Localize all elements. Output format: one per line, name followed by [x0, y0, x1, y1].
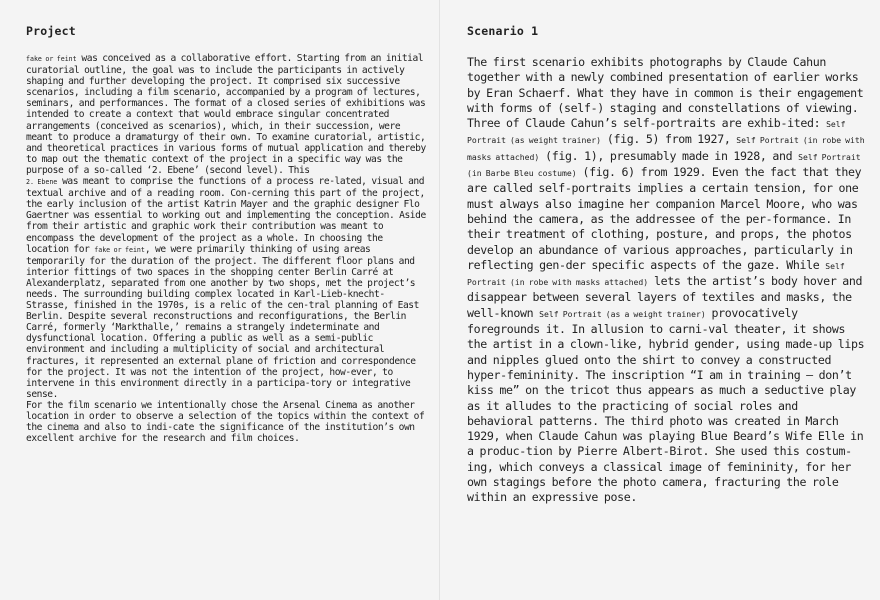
small-caps-title: 2. Ebene — [26, 178, 58, 187]
body-paragraph — [26, 53, 427, 176]
artwork-title: Self Portrait (as a weight trainer) — [539, 308, 706, 319]
right-page — [440, 0, 880, 600]
page-title: Scenario 1 — [467, 24, 539, 38]
text-run: , we were primarily thinking of using areas temporarily for the duration of the project. The different floor plans and interior fittings of two spaces in the shopping center Berlin Carré at Alexanderplatz, separated from one another by two shops, met the project’s needs. The surrounding building complex located in Karl-Lieb-knecht-Strasse, finished in the 1970s, is a relic of the cen-tral planning of East Berlin. Despite several reconstructions and reconfigurations, the Berlin Carré, formerly ‘Markthalle,’ remains a strangely indeterminate and dysfunctional location. Offering a public as well as a semi-public environment and including a multiplicity of social and architectural fractures, it represented an external plane of friction and correspondence for the project. It was not the intention of the project, how-ever, to intervene in this environment directly in a participa-tory or integrative sense. — [26, 243, 419, 400]
small-caps-title: fake or feint — [26, 55, 77, 63]
body-paragraph — [26, 176, 427, 400]
text-run: (fig. 5) from 1927, — [601, 132, 737, 147]
text-run: provocatively foregrounds it. In allusion to carni-val theater, it shows the artist in a clown-like, hybrid gender, using made-up lips and nipples glued onto the shirt to convey a constructed hyper-femininity. The inscription “I am in training — don’t kiss me” on the tricot thus appears as much a seductive play as it alludes to the practicing of social roles and behavioral patterns. The third photo was created in March 1929, when Claude Cahun was playing Blue Beard’s Wife Elle in a produc-tion by Pierre Albert-Birot. She used this costum-ing, which conveys a classical image of femininity, for her own stagings before the photo camera, fracturing the role within an expressive pose. — [467, 305, 865, 505]
artwork-title: Self Portrait (in robe with masks attached) — [467, 260, 845, 288]
text-run: was conceived as a collaborative effort. Starting from an initial curatorial outline, the goal was to include the participants in actively shaping and further developing the project. It comprised six successive scenarios, including a film scenario, accompanied by a program of lectures, seminars, and performances. The format of a closed series of exhibitions was intended to create a context that would embrace singular concentrated arrangements (conceived as scenarios), which, in their succession, were meant to produce a dramaturgy of their own. To examine curatorial, artistic, and theoretical practices in various forms of mutual application and thereby to map out the thematic context of the project in a specific way was the purpose of a so-called ‘2. Ebene’ (second level). This — [26, 53, 426, 176]
artwork-title: Self Portrait (in robe with masks attached) — [467, 135, 865, 162]
text-run: lets the artist’s body hover and disappear between several layers of textiles and masks, the well-known — [467, 274, 863, 320]
text-run: was meant to comprise the functions of a process re-lated, visual and textual archive and of a reading room. Con-cerning this part of the project, the early inclusion of the artist Katrin Mayer and the graphic designer Flo Gaertner was essential to working out and implementing the conception. Aside from their artistic and graphic work their contribution was meant to encompass the development of the project as a whole. In choosing the location for — [26, 176, 426, 255]
body-paragraph: For the film scenario we intentionally chose the Arsenal Cinema as another location in order to observe a selection of the topics within the context of the cinema and also to indi-cate the significance of the institution’s own excellent archive for the research and film choices. — [26, 399, 425, 445]
text-run: (fig. 1), presumably made in 1928, and — [539, 148, 799, 163]
left-page — [0, 0, 439, 600]
text-run: Three of Claude Cahun’s self-portraits are exhib-ited: — [467, 116, 827, 131]
body-paragraph — [467, 116, 866, 505]
artwork-title: Self Portrait (as weight trainer) — [467, 119, 846, 146]
body-paragraph: The first scenario exhibits photographs by Claude Cahun together with a newly combined presentation of earlier works by Eran Schaerf. What they have in common is their engagement with forms of (self-) staging and constellations of viewing. — [467, 55, 864, 115]
small-caps-title: fake or feint — [94, 245, 145, 254]
artwork-title: Self Portrait (in Barbe Bleu costume) — [467, 151, 861, 179]
text-run: (fig. 6) from 1929. Even the fact that they are called self-portraits implies a certain tension, for one must always also imagine her companion Marcel Moore, who was behind the camera, as the addressee of the per-formance. In their treatment of clothing, posture, and props, the photos develop an abundance of various approaches, particularly in reflecting gen-der specific aspects of the gaze. While — [467, 165, 862, 272]
page-title: Project — [26, 24, 76, 38]
